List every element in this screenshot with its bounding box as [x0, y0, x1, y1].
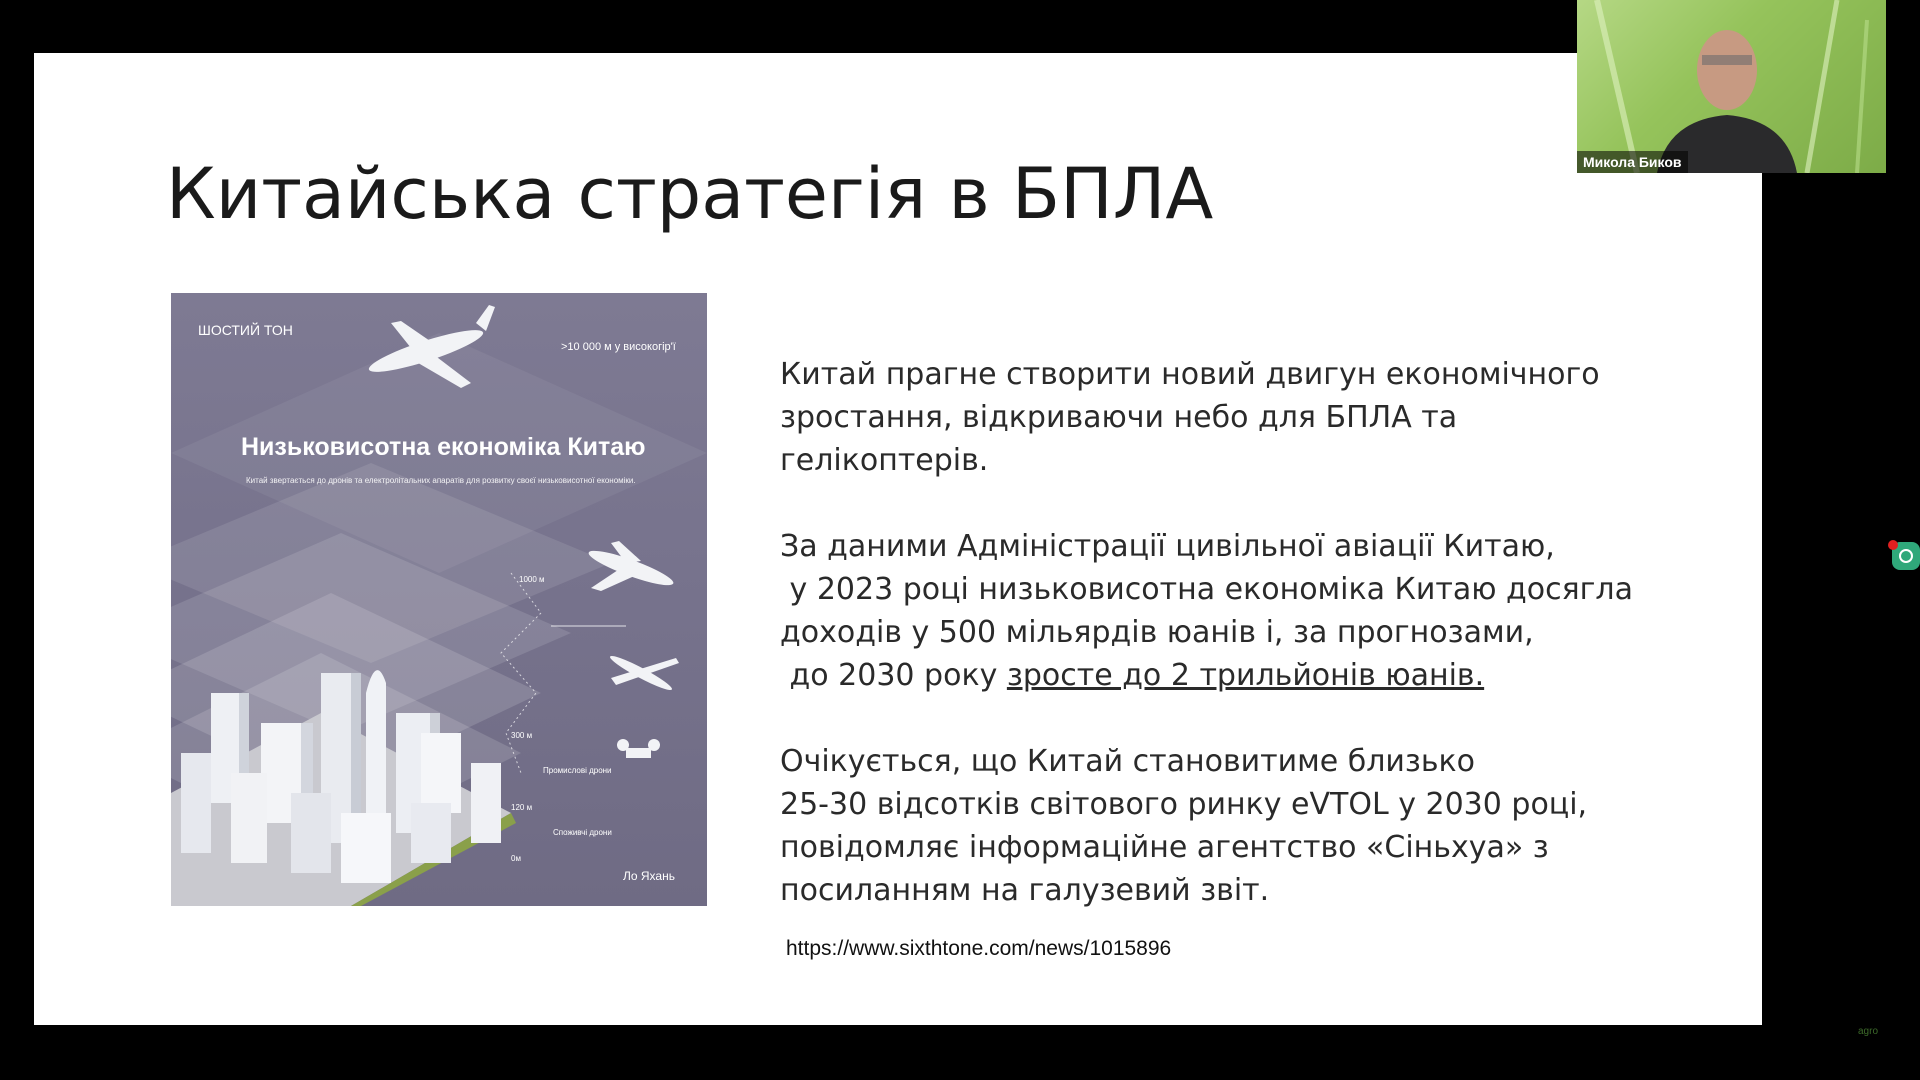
- text-line: доходів у 500 мільярдів юанів і, за прогнозами,: [780, 615, 1534, 650]
- cover-illustration: [171, 293, 707, 906]
- text-line: Китай прагне створити новий двигун економічного: [780, 357, 1600, 392]
- text-line: посиланням на галузевий звіт.: [780, 873, 1270, 908]
- cover-author: Ло Яхань: [623, 869, 675, 883]
- cover-alt-1000: 1000 м: [519, 575, 545, 584]
- paragraph-1: [780, 353, 1680, 482]
- corner-logo: agro: [1858, 1026, 1879, 1037]
- cover-industrial-drones: Промислові дрони: [543, 766, 612, 775]
- cover-alt-120: 120 м: [511, 803, 533, 812]
- text-line: у 2023 році низьковисотна економіка Китаю досягла: [780, 572, 1633, 607]
- text-prefix: до 2030 року: [780, 658, 1007, 693]
- text-line-with-emphasis: [780, 654, 1680, 697]
- book-cover-image: [171, 293, 707, 906]
- paragraph-3: [780, 740, 1680, 912]
- cover-title: Низьковисотна економіка Китаю: [241, 433, 646, 461]
- participant-name: Микола Биков: [1577, 151, 1688, 173]
- text-line: повідомляє інформаційне агентство «Сіньхуа» з: [780, 830, 1549, 865]
- presentation-slide: [34, 53, 1762, 1025]
- text-line: Очікується, що Китай становитиме близько: [780, 744, 1475, 779]
- text-line: гелікоптерів.: [780, 443, 989, 478]
- side-widget-icon[interactable]: [1888, 540, 1920, 572]
- source-link[interactable]: https://www.sixthtone.com/news/1015896: [786, 937, 1172, 960]
- speaker-video-icon: [1577, 0, 1886, 173]
- text-line: зростання, відкриваючи небо для БПЛА та: [780, 400, 1458, 435]
- text-line: За даними Адміністрації цивільної авіації Китаю,: [780, 529, 1555, 564]
- underlined-forecast: зросте до 2 трильйонів юанів.: [1006, 658, 1485, 693]
- cover-consumer-drones: Споживчі дрони: [553, 828, 612, 837]
- webcam-feed: [1577, 0, 1886, 173]
- cover-altitude-top: >10 000 м у високогір'ї: [561, 341, 676, 353]
- cover-subtitle: Китай звертається до дронів та електролітальних апаратів для розвитку своєї низьковисотної економіки.: [246, 476, 636, 485]
- paragraph-2: [780, 525, 1680, 697]
- slide-title: Китайська стратегія в БПЛА: [166, 153, 1214, 235]
- text-line: 25-30 відсотків світового ринку eVTOL у 2030 році,: [780, 787, 1588, 822]
- slide-body-text: [780, 353, 1680, 955]
- cover-alt-0: 0м: [511, 854, 521, 863]
- cover-publisher: ШОСТИЙ ТОН: [198, 322, 293, 338]
- cover-alt-300: 300 м: [511, 731, 533, 740]
